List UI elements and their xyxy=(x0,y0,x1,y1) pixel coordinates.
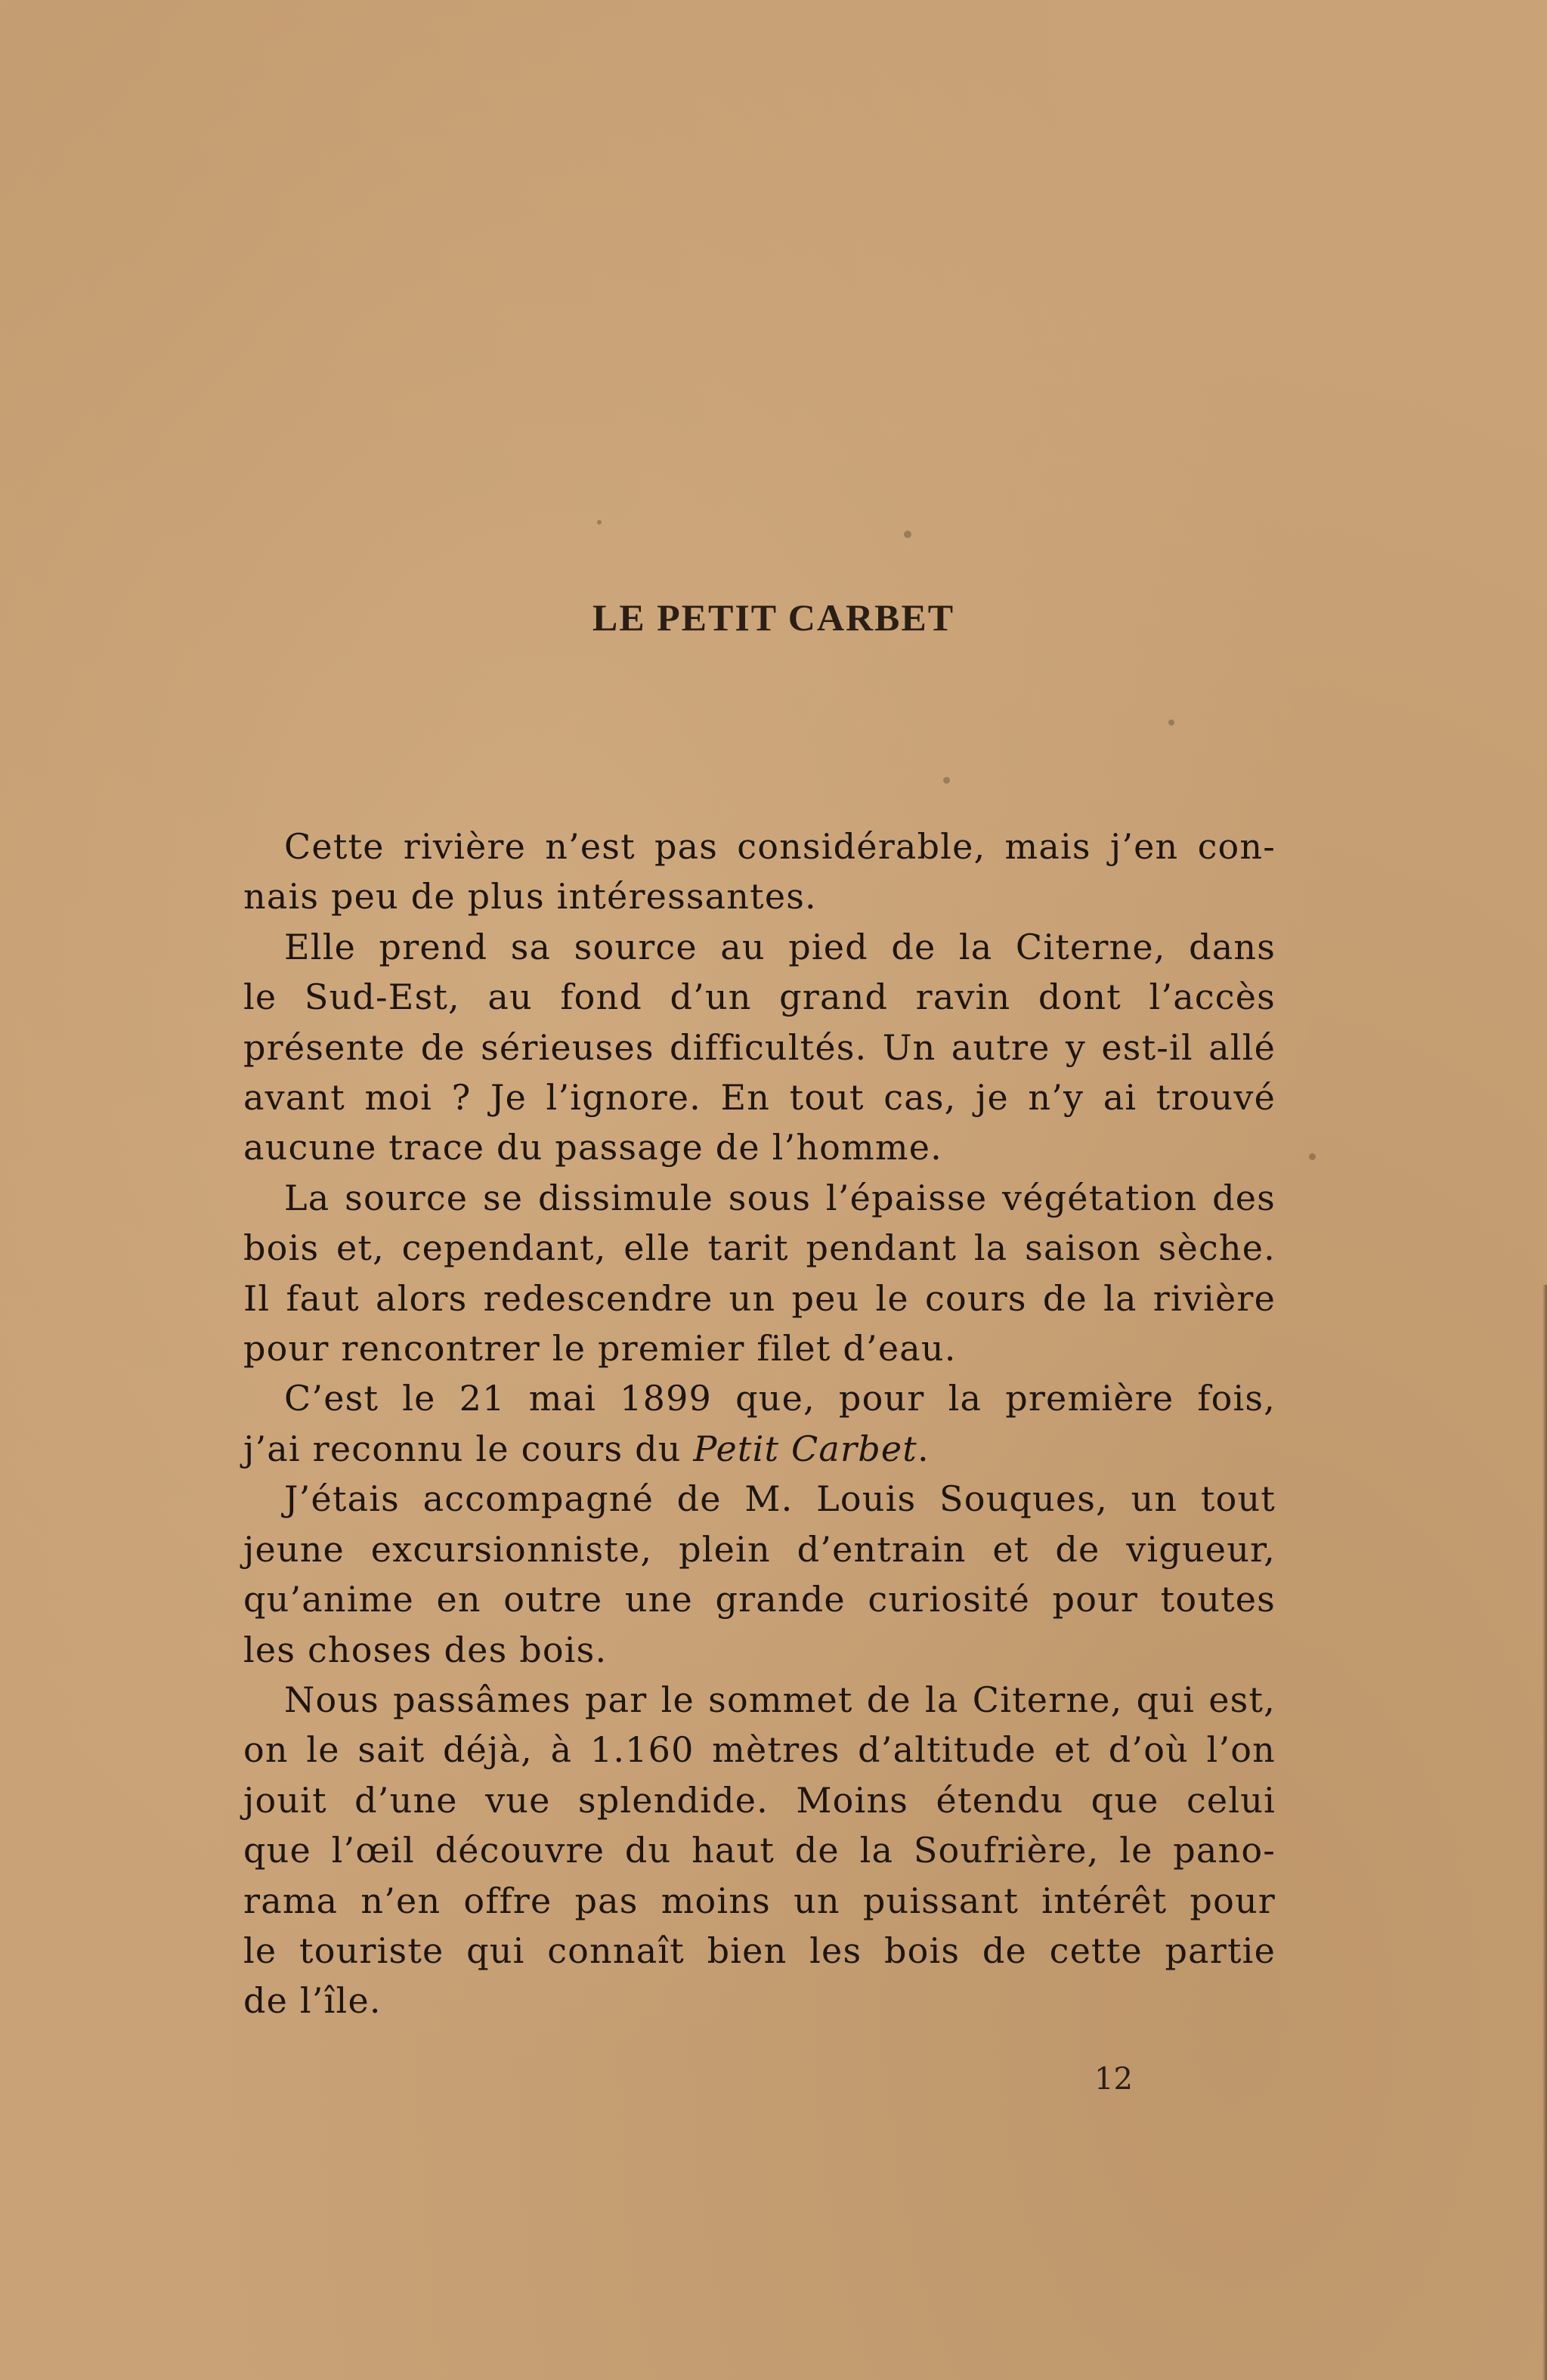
text-line: Nous passâmes par le sommet de la Citerne, qui est, xyxy=(284,1679,1276,1720)
text-line: nais peu de plus intéressantes. xyxy=(243,876,817,918)
text-line xyxy=(203,1424,1276,1474)
text-line: jouit d’une vue splendide. Moins étendu que celui xyxy=(243,1779,1276,1821)
text-run: . xyxy=(917,1428,930,1469)
text-line: jeune excursionniste, plein d’entrain et de vigueur, xyxy=(243,1528,1276,1570)
chapter-title: LE PETIT CARBET xyxy=(592,596,955,639)
italic-place-name: Petit Carbet xyxy=(693,1428,917,1469)
paragraph-5 xyxy=(203,1474,1276,1675)
text-line: on le sait déjà, à 1.160 mètres d’altitude et d’où l’on xyxy=(243,1729,1276,1771)
text-line: pour rencontrer le premier filet d’eau. xyxy=(243,1328,957,1370)
text-line: La source se dissimule sous l’épaisse végétation des xyxy=(284,1177,1276,1218)
paragraph-4 xyxy=(203,1373,1276,1474)
text-run: j’ai reconnu le cours du xyxy=(243,1428,694,1469)
paper-speck xyxy=(1309,1153,1316,1160)
page-number: 12 xyxy=(1094,2062,1133,2097)
text-line: le touriste qui connaît bien les bois de cette partie xyxy=(243,1930,1276,1971)
text-line: J’étais accompagné de M. Louis Souques, un tout xyxy=(284,1478,1276,1520)
text-line: que l’œil découvre du haut de la Soufrière, le pano- xyxy=(243,1830,1276,1871)
paper-speck xyxy=(1168,720,1174,726)
text-line: C’est le 21 mai 1899 que, pour la première fois, xyxy=(284,1378,1276,1419)
paper-speck xyxy=(943,777,950,784)
text-line: rama n’en offre pas moins un puissant intérêt pour xyxy=(243,1880,1276,1921)
text-line: de l’île. xyxy=(243,1980,382,2022)
text-line: Elle prend sa source au pied de la Citerne, dans xyxy=(284,926,1276,967)
paragraph-1 xyxy=(203,822,1276,922)
paper-speck xyxy=(904,531,911,538)
text-line: aucune trace du passage de l’homme. xyxy=(243,1127,942,1168)
paragraph-3 xyxy=(203,1173,1276,1374)
paragraph-6 xyxy=(203,1675,1276,2026)
paragraph-2 xyxy=(203,922,1276,1173)
text-line: le Sud-Est, au fond d’un grand ravin dont l’accès xyxy=(243,976,1276,1018)
text-line: Il faut alors redescendre un peu le cours de la rivière xyxy=(243,1277,1276,1319)
text-line: les choses des bois. xyxy=(243,1629,608,1670)
body-text xyxy=(203,822,1276,2026)
text-line: présente de sérieuses difficultés. Un autre y est-il allé xyxy=(243,1026,1276,1068)
text-line: qu’anime en outre une grande curiosité pour toutes xyxy=(243,1579,1276,1620)
text-line: Cette rivière n’est pas considérable, mais j’en con- xyxy=(284,826,1276,867)
page-edge-shadow xyxy=(1542,1285,1547,2380)
paper-speck xyxy=(597,520,602,525)
text-line: avant moi ? Je l’ignore. En tout cas, je n’y ai trouvé xyxy=(243,1077,1276,1119)
text-line: bois et, cependant, elle tarit pendant la saison sèche. xyxy=(243,1227,1276,1269)
